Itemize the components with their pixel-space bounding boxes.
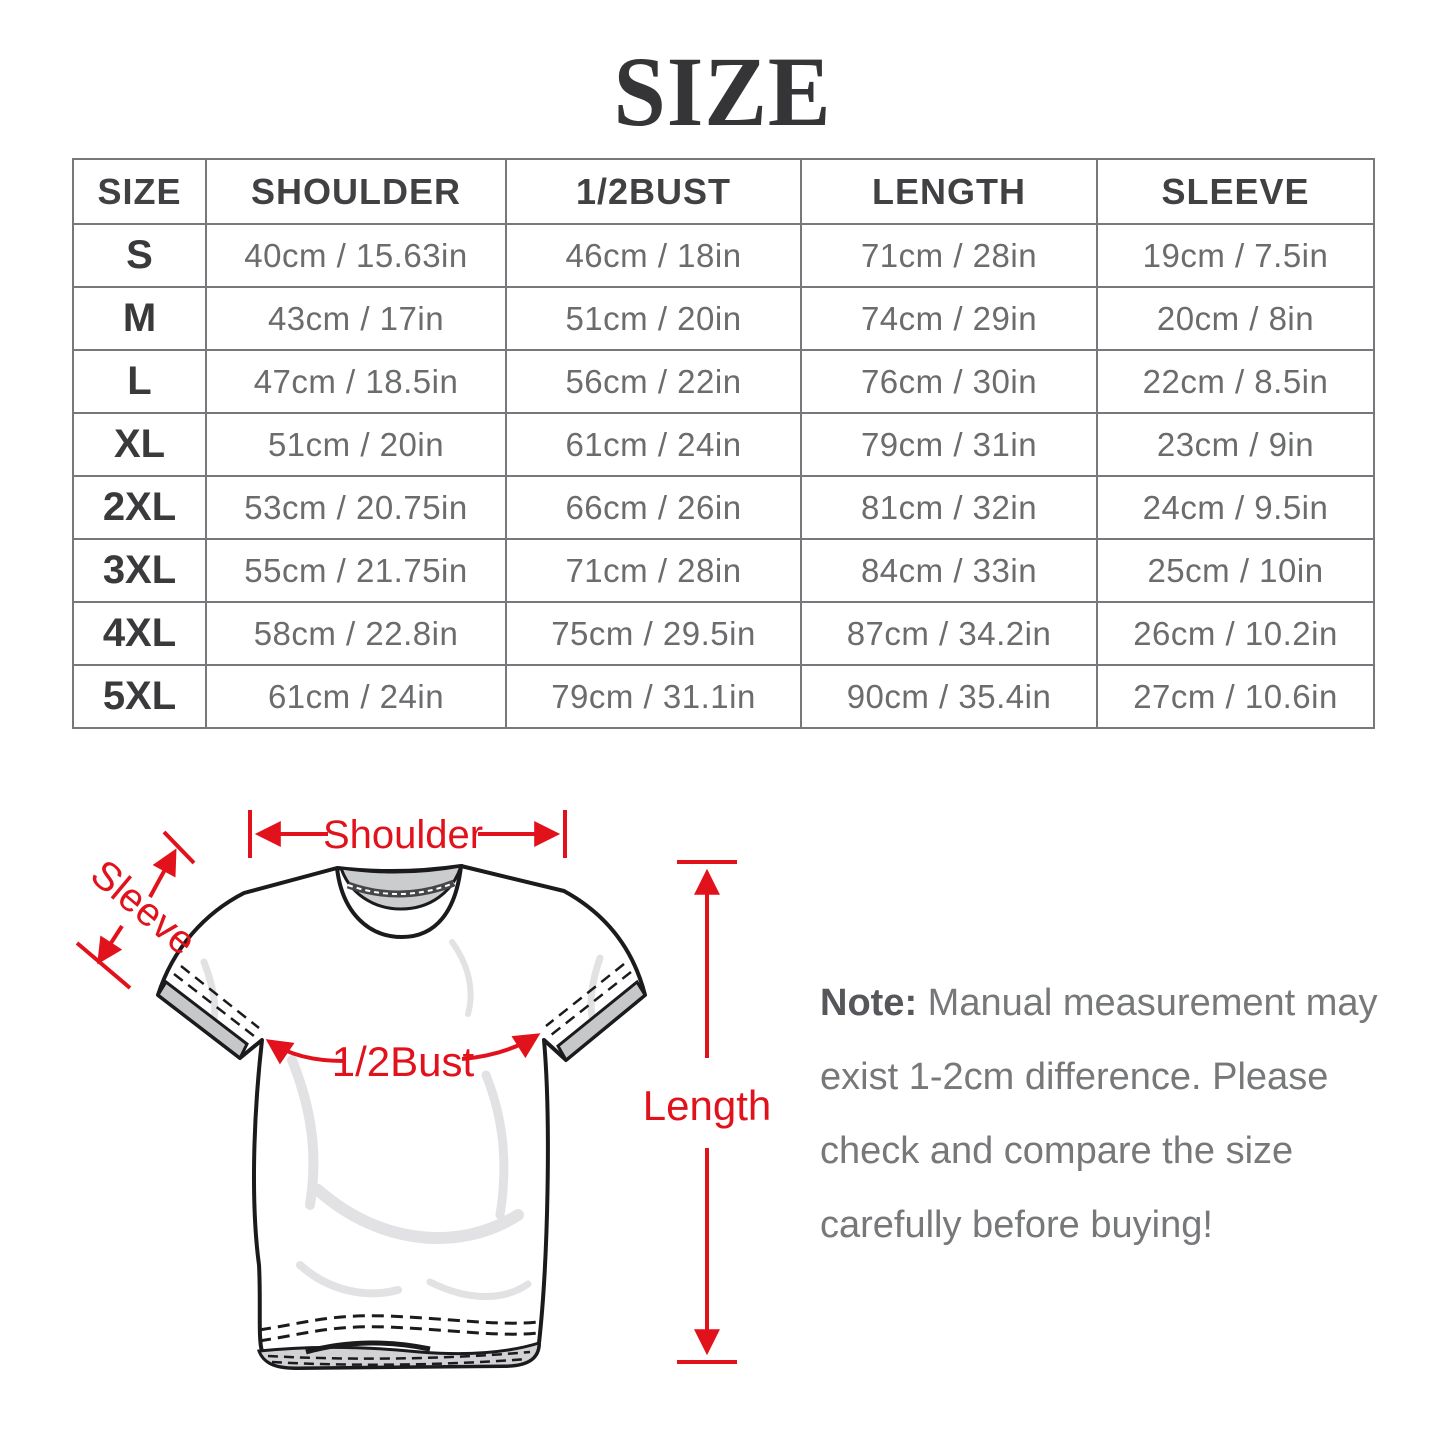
cell-sleeve: 22cm / 8.5in [1097, 350, 1374, 413]
cell-bust: 66cm / 26in [506, 476, 801, 539]
table-row [73, 224, 1374, 287]
cell-length: 71cm / 28in [801, 224, 1097, 287]
note-text: Manual measurement may [927, 982, 1378, 1024]
cell-shoulder: 47cm / 18.5in [206, 350, 506, 413]
cell-sleeve: 27cm / 10.6in [1097, 665, 1374, 728]
cell-bust: 46cm / 18in [506, 224, 801, 287]
table-row [73, 287, 1374, 350]
size-label: M [73, 287, 206, 350]
cell-length: 76cm / 30in [801, 350, 1097, 413]
size-table [72, 158, 1375, 729]
table-header-row [73, 159, 1374, 224]
cell-shoulder: 53cm / 20.75in [206, 476, 506, 539]
half-bust-label: 1/2Bust [331, 1038, 475, 1085]
column-header-shoulder: SHOULDER [206, 159, 506, 224]
cell-length: 90cm / 35.4in [801, 665, 1097, 728]
table-row [73, 350, 1374, 413]
cell-sleeve: 20cm / 8in [1097, 287, 1374, 350]
cell-bust: 56cm / 22in [506, 350, 801, 413]
page-title: SIZE [613, 36, 832, 147]
cell-shoulder: 51cm / 20in [206, 413, 506, 476]
shoulder-label: Shoulder [322, 813, 484, 857]
cell-shoulder: 58cm / 22.8in [206, 602, 506, 665]
cell-sleeve: 25cm / 10in [1097, 539, 1374, 602]
column-header-bust: 1/2BUST [506, 159, 801, 224]
cell-sleeve: 23cm / 9in [1097, 413, 1374, 476]
table-row [73, 539, 1374, 602]
size-label: L [73, 350, 206, 413]
size-label: 4XL [73, 602, 206, 665]
table-row [73, 413, 1374, 476]
column-header-length: LENGTH [801, 159, 1097, 224]
note-line [820, 966, 1378, 1040]
size-label: 3XL [73, 539, 206, 602]
table-row [73, 665, 1374, 728]
cell-bust: 51cm / 20in [506, 287, 801, 350]
cell-length: 87cm / 34.2in [801, 602, 1097, 665]
length-label: Length [642, 1082, 772, 1129]
size-label: 5XL [73, 665, 206, 728]
cell-shoulder: 43cm / 17in [206, 287, 506, 350]
table-row [73, 602, 1374, 665]
size-label: XL [73, 413, 206, 476]
cell-shoulder: 40cm / 15.63in [206, 224, 506, 287]
tshirt-icon [158, 866, 645, 1368]
cell-sleeve: 19cm / 7.5in [1097, 224, 1374, 287]
tshirt-measurement-diagram [0, 770, 780, 1445]
cell-shoulder: 61cm / 24in [206, 665, 506, 728]
table-row [73, 476, 1374, 539]
cell-length: 84cm / 33in [801, 539, 1097, 602]
column-header-size: SIZE [73, 159, 206, 224]
column-header-sleeve: SLEEVE [1097, 159, 1374, 224]
size-label: S [73, 224, 206, 287]
cell-sleeve: 26cm / 10.2in [1097, 602, 1374, 665]
cell-bust: 61cm / 24in [506, 413, 801, 476]
cell-length: 81cm / 32in [801, 476, 1097, 539]
measurement-note [820, 966, 1378, 1262]
cell-length: 74cm / 29in [801, 287, 1097, 350]
cell-bust: 71cm / 28in [506, 539, 801, 602]
cell-sleeve: 24cm / 9.5in [1097, 476, 1374, 539]
cell-bust: 79cm / 31.1in [506, 665, 801, 728]
note-prefix: Note: [820, 982, 918, 1024]
note-line: check and compare the size [820, 1130, 1294, 1172]
note-line: exist 1-2cm difference. Please [820, 1056, 1329, 1098]
cell-bust: 75cm / 29.5in [506, 602, 801, 665]
cell-length: 79cm / 31in [801, 413, 1097, 476]
note-line: carefully before buying! [820, 1204, 1213, 1246]
cell-shoulder: 55cm / 21.75in [206, 539, 506, 602]
size-label: 2XL [73, 476, 206, 539]
sleeve-label: Sleeve [82, 851, 205, 964]
